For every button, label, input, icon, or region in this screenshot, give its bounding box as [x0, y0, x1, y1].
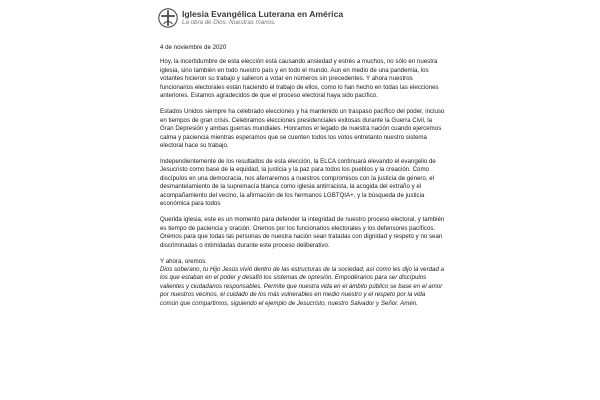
letter-date: 4 de noviembre de 2020: [160, 44, 227, 51]
paragraph-4: Querida iglesia, este es un momento para defender la integridad de nuestro proceso electoral, y también es tiempo de paciencia y oración. Oremos por los funcionarios electorales y los defensores pacíficos. Oremos para que todas las personas de nuestra nación sean tratadas con dignidad y respeto y no sean discriminadas o intimidadas durante este proceso deliberativo.: [160, 216, 445, 249]
closing-line: Y ahora, oremos.: [160, 257, 207, 265]
paragraph-3: Independientemente de los resultados de esta elección, la ELCA continuará elevando el evangelio de Jesucristo como base de la equidad, la justicia y la paz para todos los pueblos y la creación. Como discípulos en una democracia, nos aferraremos a nuestros compromisos con la justicia de género, el desmantelamiento de la supremacía blanca como iglesia antirracista, la acogida del extraño y el acompañamiento del vecino, la afirmación de los hermanos LGBTQIA+, y la búsqueda de justicia económica para todos: [160, 157, 436, 208]
letterhead-text: [182, 9, 343, 27]
paragraph-2: Estados Unidos siempre ha celebrado elecciones y ha mantenido un traspaso pacífico del poder, incluso en tiempos de gran crisis. Celebramos elecciones presidenciales exitosas durante la Guerra Civil, la Gran Depresión y ambas guerras mundiales. Honramos el legado de nuestra nación cuando ejercemos calma y paciencia mientras esperamos que se cuenten todos los votos entretanto nuestro sistema electoral hace su trabajo.: [160, 108, 445, 150]
paragraph-1: Hoy, la incertidumbre de esta elección está causando ansiedad y estrés a muchos, no sólo en nuestra iglesia, sino también en todo nuestro país y en todo el mundo. Aun en medio de una pandemia, los votantes hicieron su trabajo y salieron a votar en números sin precedentes. Y ahora nuestros funcionarios electorales están haciendo el trabajo de ellos, como lo han hecho en todas las elecciones anteriores. Estamos agradecidos de que el proceso electoral haya sido pacífico.: [160, 58, 439, 100]
letter-body: [160, 44, 445, 308]
org-tagline: La obra de Dios. Nuestras manos.: [182, 19, 276, 26]
prayer-text: Dios soberano, tu Hijo Jesús vivió dentro de las estructuras de la sociedad, así como les dijo la verdad a los que estaban en el poder y desafió los sistemas de opresión. Empodéranos para ser discípulos valientes y ciudadanos responsables. Permite que nuestra vida en el ámbito público se base en el amor por nuestros vecinos, el cuidado de los más vulnerables en medio nuestro y el respeto por la vida común que compartimos, siguiendo el ejemplo de Jesucristo, nuestro Salvador y Señor. Amén.: [160, 265, 444, 307]
org-name: Iglesia Evangélica Luterana en América: [182, 9, 344, 19]
letterhead: [158, 8, 343, 28]
elca-cross-logo-icon: [158, 8, 178, 28]
